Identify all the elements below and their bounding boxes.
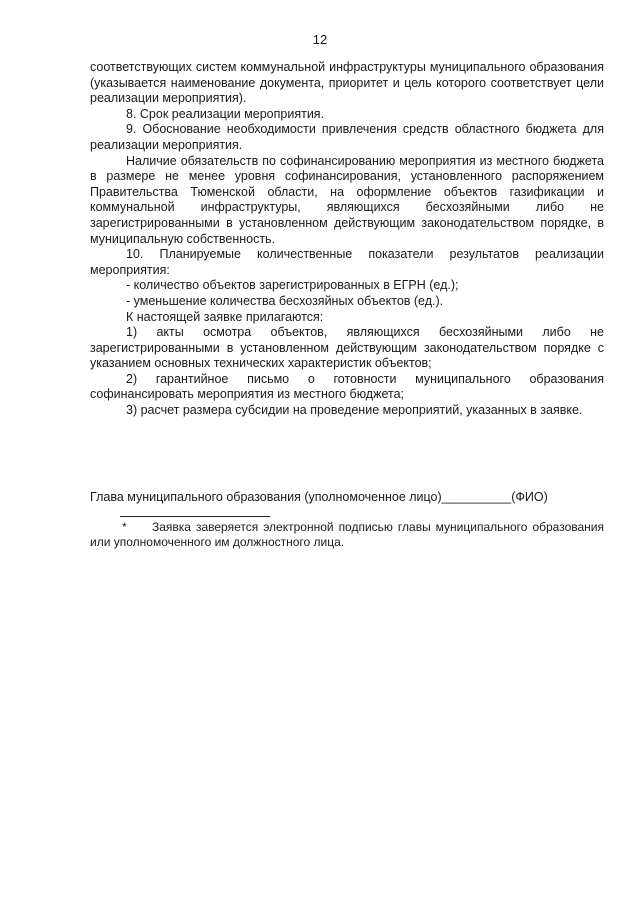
list-item: - уменьшение количества бесхозяйных объектов (ед.). — [126, 293, 444, 308]
page-number: 12 — [312, 32, 328, 47]
paragraph: К настоящей заявке прилагаются: — [126, 309, 324, 324]
paragraph: 9. Обоснование необходимости привлечения средств областного бюджета для реализации мероприятия. — [90, 122, 604, 152]
list-item: 3) расчет размера субсидии на проведение мероприятий, указанных в заявке. — [126, 403, 583, 418]
footnote — [90, 520, 604, 550]
paragraph: 8. Срок реализации мероприятия. — [126, 106, 325, 121]
document-body — [90, 60, 604, 419]
signature-line: Глава муниципального образования (уполномоченное лицо)__________(ФИО) — [90, 490, 548, 504]
paragraph: соответствующих систем коммунальной инфраструктуры муниципального образования (указывается наименование документа, приоритет и цель которого соответствует цели реализации мероприятия). — [90, 60, 604, 106]
footnote-marker: * — [122, 520, 127, 534]
list-item: 1) акты осмотра объектов, являющихся бесхозяйными либо не зарегистрированными в установленном действующим законодательством порядке с указанием основных технических характеристик объектов; — [90, 325, 604, 371]
list-item: - количество объектов зарегистрированных в ЕГРН (ед.); — [126, 278, 459, 293]
paragraph: Наличие обязательств по софинансированию мероприятия из местного бюджета в размере не менее уровня софинансирования, установленного распоряжением Правительства Тюменской области, на оформление объектов газификации и коммунальной инфраструктуры, являющихся бесхозяйными либо не зарегистрированными в установленном действующим законодательством порядке, в муниципальную собственность. — [90, 153, 604, 246]
list-item: 2) гарантийное письмо о готовности муниципального образования софинансировать мероприятия из местного бюджета; — [90, 371, 604, 402]
footnote-divider — [120, 516, 270, 517]
paragraph: 10. Планируемые количественные показатели результатов реализации мероприятия: — [90, 247, 604, 277]
footnote-text: Заявка заверяется электронной подписью главы муниципального образования или уполномоченного им должностного лица. — [90, 520, 604, 549]
